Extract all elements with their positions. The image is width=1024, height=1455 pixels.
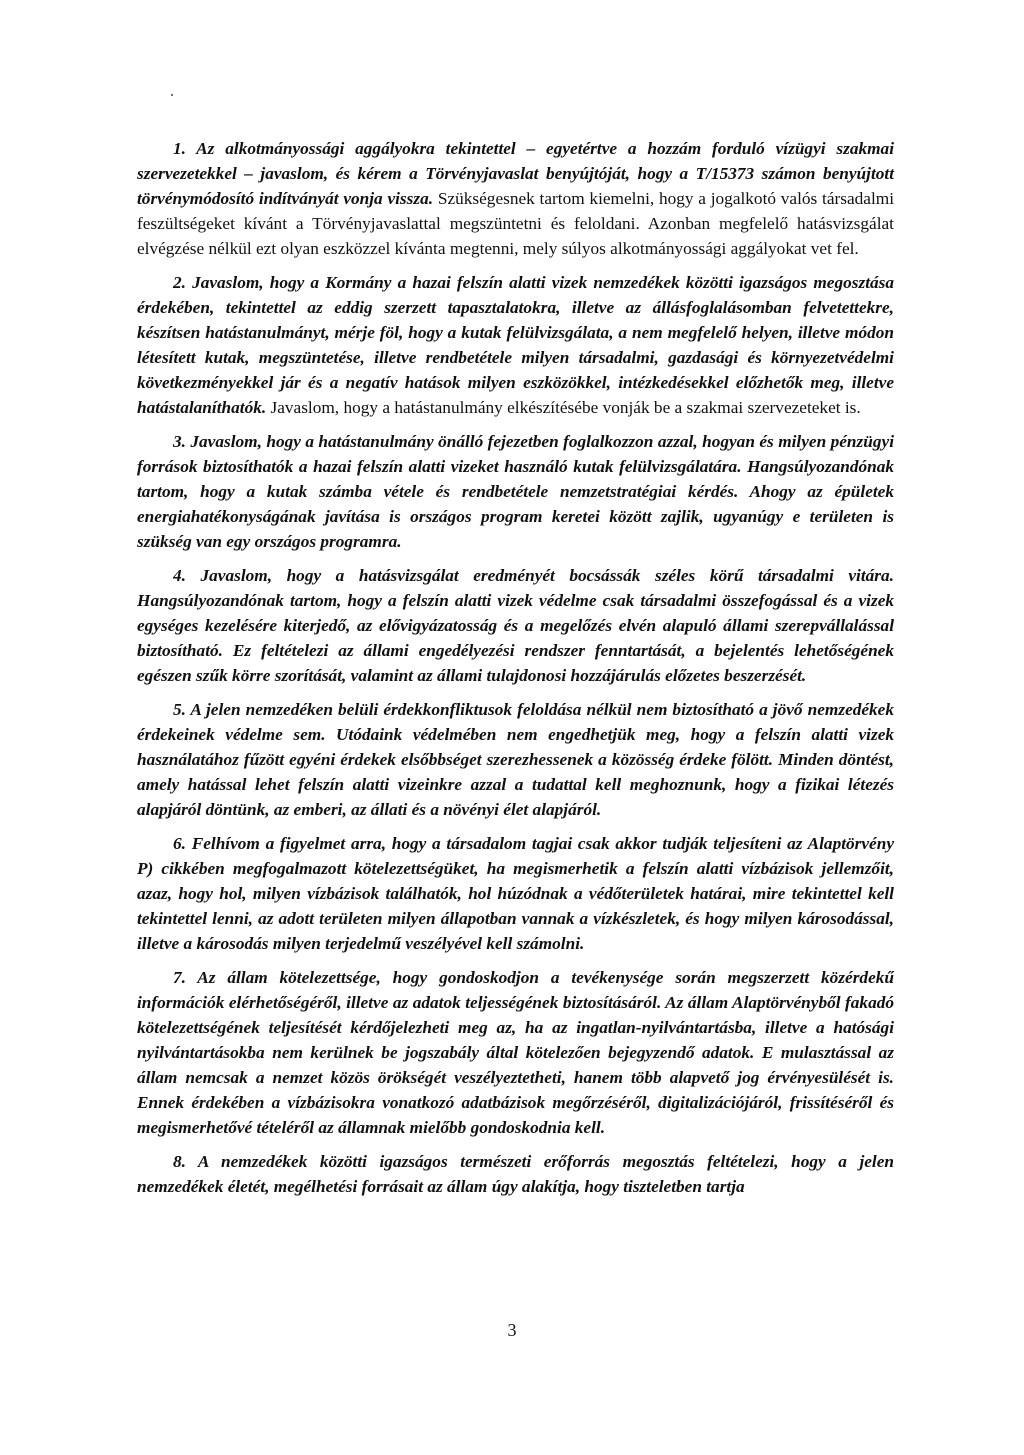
paragraph-2-emphasis: 2. Javaslom, hogy a Kormány a hazai felszín alatti vizek nemzedékek közötti igazságos megosztása érdekében, tekintettel az eddig szerzett tapasztalatokra, illetve az állásfoglalásomban felvetettekre, készítsen hatástanulmányt, mérje föl, hogy a kutak felülvizsgálata, a nem megfelelő helyen, illetve módon létesített kutak, megszüntetése, illetve rendbetétele milyen társadalmi, gazdasági és környezetvédelmi következményekkel jár és a negatív hatások milyen eszközökkel, intézkedésekkel előzhetők meg, illetve hatástalaníthatók. bbox=[137, 273, 894, 417]
paragraph-8-emphasis: 8. A nemzedékek közötti igazságos természeti erőforrás megosztás feltételezi, hogy a jelen nemzedékek életét, megélhetési forrásait az állam úgy alakítja, hogy tiszteletben tartja bbox=[137, 1152, 894, 1196]
paragraph-5 bbox=[137, 697, 894, 822]
paragraph-3 bbox=[137, 429, 894, 554]
paragraph-6 bbox=[137, 831, 894, 956]
paragraph-7-emphasis: 7. Az állam kötelezettsége, hogy gondoskodjon a tevékenysége során megszerzett közérdekű információk elérhetőségéről, illetve az adatok teljességének biztosításáról. Az állam Alaptörvényből fakadó kötelezettségének teljesítését kérdőjelezheti meg az, ha az ingatlan-nyilvántartásba, illetve a hatósági nyilvántartásokba nem kerülnek be jogszabály által kötelezően bejegyzendő adatok. E mulasztással az állam nemcsak a nemzet közös örökségét veszélyeztetheti, hanem több alapvető jog érvényesülését is. Ennek érdekében a vízbázisokra vonatkozó adatbázisok megőrzéséről, digitalizációjáról, frissítéséről és megismerhetővé tételéről az államnak mielőbb gondoskodnia kell. bbox=[137, 968, 894, 1137]
document-body bbox=[137, 136, 894, 1208]
paragraph-5-emphasis: 5. A jelen nemzedéken belüli érdekkonfliktusok feloldása nélkül nem biztosítható a jövő nemzedékek érdekeinek védelme sem. Utódaink védelmében nem engedhetjük meg, hogy a felszín alatti vizek használatához fűzött egyéni érdekek elsőbbséget szerezhessenek a közösség érdeke fölött. Minden döntést, amely hatással lehet felszín alatti vizeinkre azzal a tudattal kell meghoznunk, hogy a fizikai létezés alapjáról döntünk, az emberi, az állati és a növényi élet alapjáról. bbox=[137, 700, 894, 819]
paragraph-4 bbox=[137, 563, 894, 688]
paragraph-1-emphasis: 1. Az alkotmányossági aggályokra tekintettel – egyetértve a hozzám forduló vízügyi szakmai szervezetekkel – javaslom, és kérem a Törvényjavaslat benyújtóját, hogy a T/15373 számon benyújtott törvénymódosító indítványát vonja vissza. bbox=[137, 139, 894, 208]
paragraph-2-text: Javaslom, hogy a hatástanulmány elkészítésébe vonják be a szakmai szervezeteket is. bbox=[266, 398, 861, 417]
paragraph-1 bbox=[137, 136, 894, 261]
paragraph-3-emphasis: 3. Javaslom, hogy a hatástanulmány önálló fejezetben foglalkozzon azzal, hogyan és milyen pénzügyi források biztosíthatók a hazai felszín alatti vizeket használó kutak felülvizsgálatára. Hangsúlyozandónak tartom, hogy a kutak számba vétele és rendbetétele nemzetstratégiai kérdés. Ahogy az épületek energiahatékonyságának javítása is országos program keretei között zajlik, ugyanúgy e területen is szükség van egy országos programra. bbox=[137, 432, 894, 551]
page-number: 3 bbox=[507, 1320, 517, 1340]
paragraph-1-text: Szükségesnek tartom kiemelni, hogy a jogalkotó valós társadalmi feszültségeket kívánt a Törvényjavaslattal megszüntetni és feloldani. Azonban megfelelő hatásvizsgálat elvégzése nélkül ezt olyan eszközzel kívánta megtenni, mely súlyos alkotmányossági aggályokat vet fel. bbox=[137, 189, 894, 258]
scan-speck bbox=[171, 94, 173, 96]
paragraph-2 bbox=[137, 270, 894, 420]
paragraph-7 bbox=[137, 965, 894, 1140]
paragraph-6-emphasis: 6. Felhívom a figyelmet arra, hogy a társadalom tagjai csak akkor tudják teljesíteni az Alaptörvény P) cikkében megfogalmazott kötelezettségüket, ha megismerhetik a felszín alatti vízbázisok jellemzőit, azaz, hogy hol, milyen vízbázisok találhatók, hol húzódnak a védőterületek határai, mire tekintettel kell tekintettel lenni, az adott területen milyen állapotban vannak a vízkészletek, és hogy milyen károsodással, illetve a károsodás milyen terjedelmű veszélyével kell számolni. bbox=[137, 834, 894, 953]
paragraph-4-emphasis: 4. Javaslom, hogy a hatásvizsgálat eredményét bocsássák széles körű társadalmi vitára. Hangsúlyozandónak tartom, hogy a felszín alatti vizek védelme csak társadalmi összefogással és a vizek egységes kezelésére kiterjedő, az elővigyázatosság és a megelőzés elvén alapuló állami szerepvállalással biztosítható. Ez feltételezi az állami engedélyezési rendszer fenntartását, a bejelentés lehetőségének egészen szűk körre szorítását, valamint az állami tulajdonosi hozzájárulás előzetes beszerzését. bbox=[137, 566, 894, 685]
paragraph-8 bbox=[137, 1149, 894, 1199]
